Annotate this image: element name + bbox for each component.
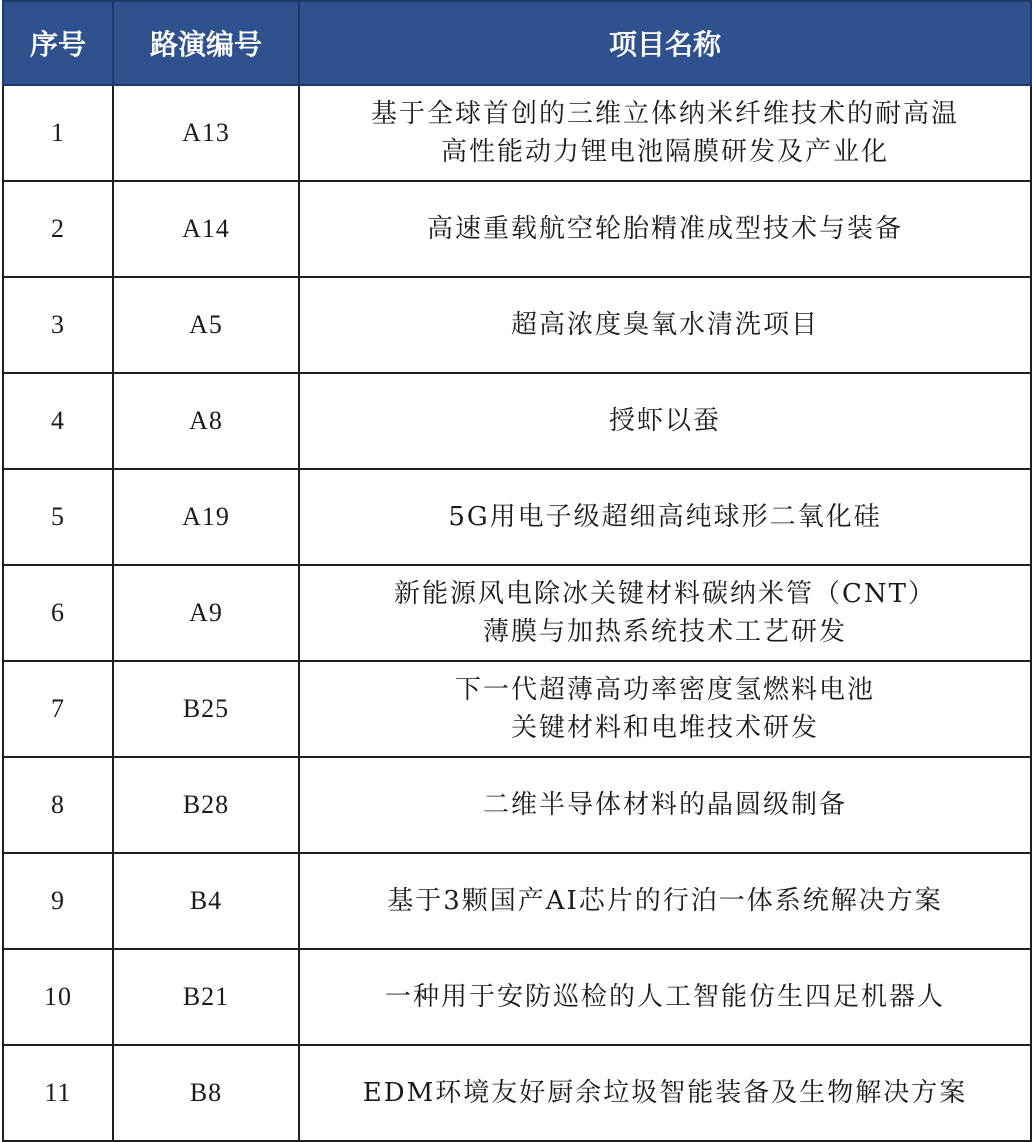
project-name-line: 基于3颗国产AI芯片的行泊一体系统解决方案	[387, 886, 943, 916]
cell-code: A5	[113, 277, 299, 373]
cell-code: B8	[113, 1045, 299, 1141]
cell-seq: 9	[3, 853, 113, 949]
table-row	[3, 949, 1031, 1045]
cell-project-name	[299, 757, 1031, 853]
cell-seq: 5	[3, 469, 113, 565]
table-row	[3, 1045, 1031, 1141]
cell-seq: 1	[3, 85, 113, 181]
project-name-line: 新能源风电除冰关键材料碳纳米管（CNT）	[394, 579, 936, 609]
header-seq: 序号	[3, 1, 113, 85]
cell-project-name	[299, 85, 1031, 181]
project-name-line: 授虾以蚕	[608, 406, 721, 436]
table-row	[3, 853, 1031, 949]
table-header	[3, 1, 1031, 85]
cell-code: A8	[113, 373, 299, 469]
cell-project-name	[299, 277, 1031, 373]
cell-code: B28	[113, 757, 299, 853]
cell-seq: 10	[3, 949, 113, 1045]
cell-project-name	[299, 373, 1031, 469]
cell-seq: 3	[3, 277, 113, 373]
header-code: 路演编号	[113, 1, 299, 85]
table-row	[3, 661, 1031, 757]
header-name: 项目名称	[299, 1, 1031, 85]
project-name-line: EDM环境友好厨余垃圾智能装备及生物解决方案	[362, 1078, 968, 1108]
project-name-line: 薄膜与加热系统技术工艺研发	[482, 617, 847, 647]
project-name-line: 关键材料和电堆技术研发	[510, 713, 819, 743]
cell-code: B25	[113, 661, 299, 757]
cell-code: A14	[113, 181, 299, 277]
table-row	[3, 85, 1031, 181]
cell-project-name	[299, 661, 1031, 757]
project-name-line: 下一代超薄高功率密度氢燃料电池	[454, 675, 875, 705]
table-row	[3, 181, 1031, 277]
cell-project-name	[299, 469, 1031, 565]
project-name-line: 超高浓度臭氧水清洗项目	[510, 310, 819, 340]
cell-project-name	[299, 853, 1031, 949]
cell-code: A13	[113, 85, 299, 181]
cell-seq: 7	[3, 661, 113, 757]
project-name-line: 高性能动力锂电池隔膜研发及产业化	[440, 137, 889, 167]
cell-seq: 4	[3, 373, 113, 469]
cell-seq: 8	[3, 757, 113, 853]
cell-code: B21	[113, 949, 299, 1045]
cell-code: B4	[113, 853, 299, 949]
cell-project-name	[299, 949, 1031, 1045]
project-name-line: 二维半导体材料的晶圆级制备	[482, 790, 847, 820]
cell-seq: 11	[3, 1045, 113, 1141]
cell-code: A19	[113, 469, 299, 565]
project-name-line: 高速重载航空轮胎精准成型技术与装备	[426, 214, 903, 244]
cell-project-name	[299, 565, 1031, 661]
table-row	[3, 373, 1031, 469]
cell-project-name	[299, 1045, 1031, 1141]
cell-seq: 6	[3, 565, 113, 661]
table-body	[3, 85, 1031, 1141]
table-row	[3, 757, 1031, 853]
cell-project-name	[299, 181, 1031, 277]
cell-seq: 2	[3, 181, 113, 277]
project-name-line: 一种用于安防巡检的人工智能仿生四足机器人	[384, 982, 945, 1012]
project-name-line: 基于全球首创的三维立体纳米纤维技术的耐高温	[370, 99, 959, 129]
header-row	[3, 1, 1031, 85]
table-row	[3, 277, 1031, 373]
table-row	[3, 565, 1031, 661]
cell-code: A9	[113, 565, 299, 661]
project-name-line: 5G用电子级超细高纯球形二氧化硅	[448, 502, 882, 532]
project-table	[2, 0, 1032, 1142]
table-row	[3, 469, 1031, 565]
